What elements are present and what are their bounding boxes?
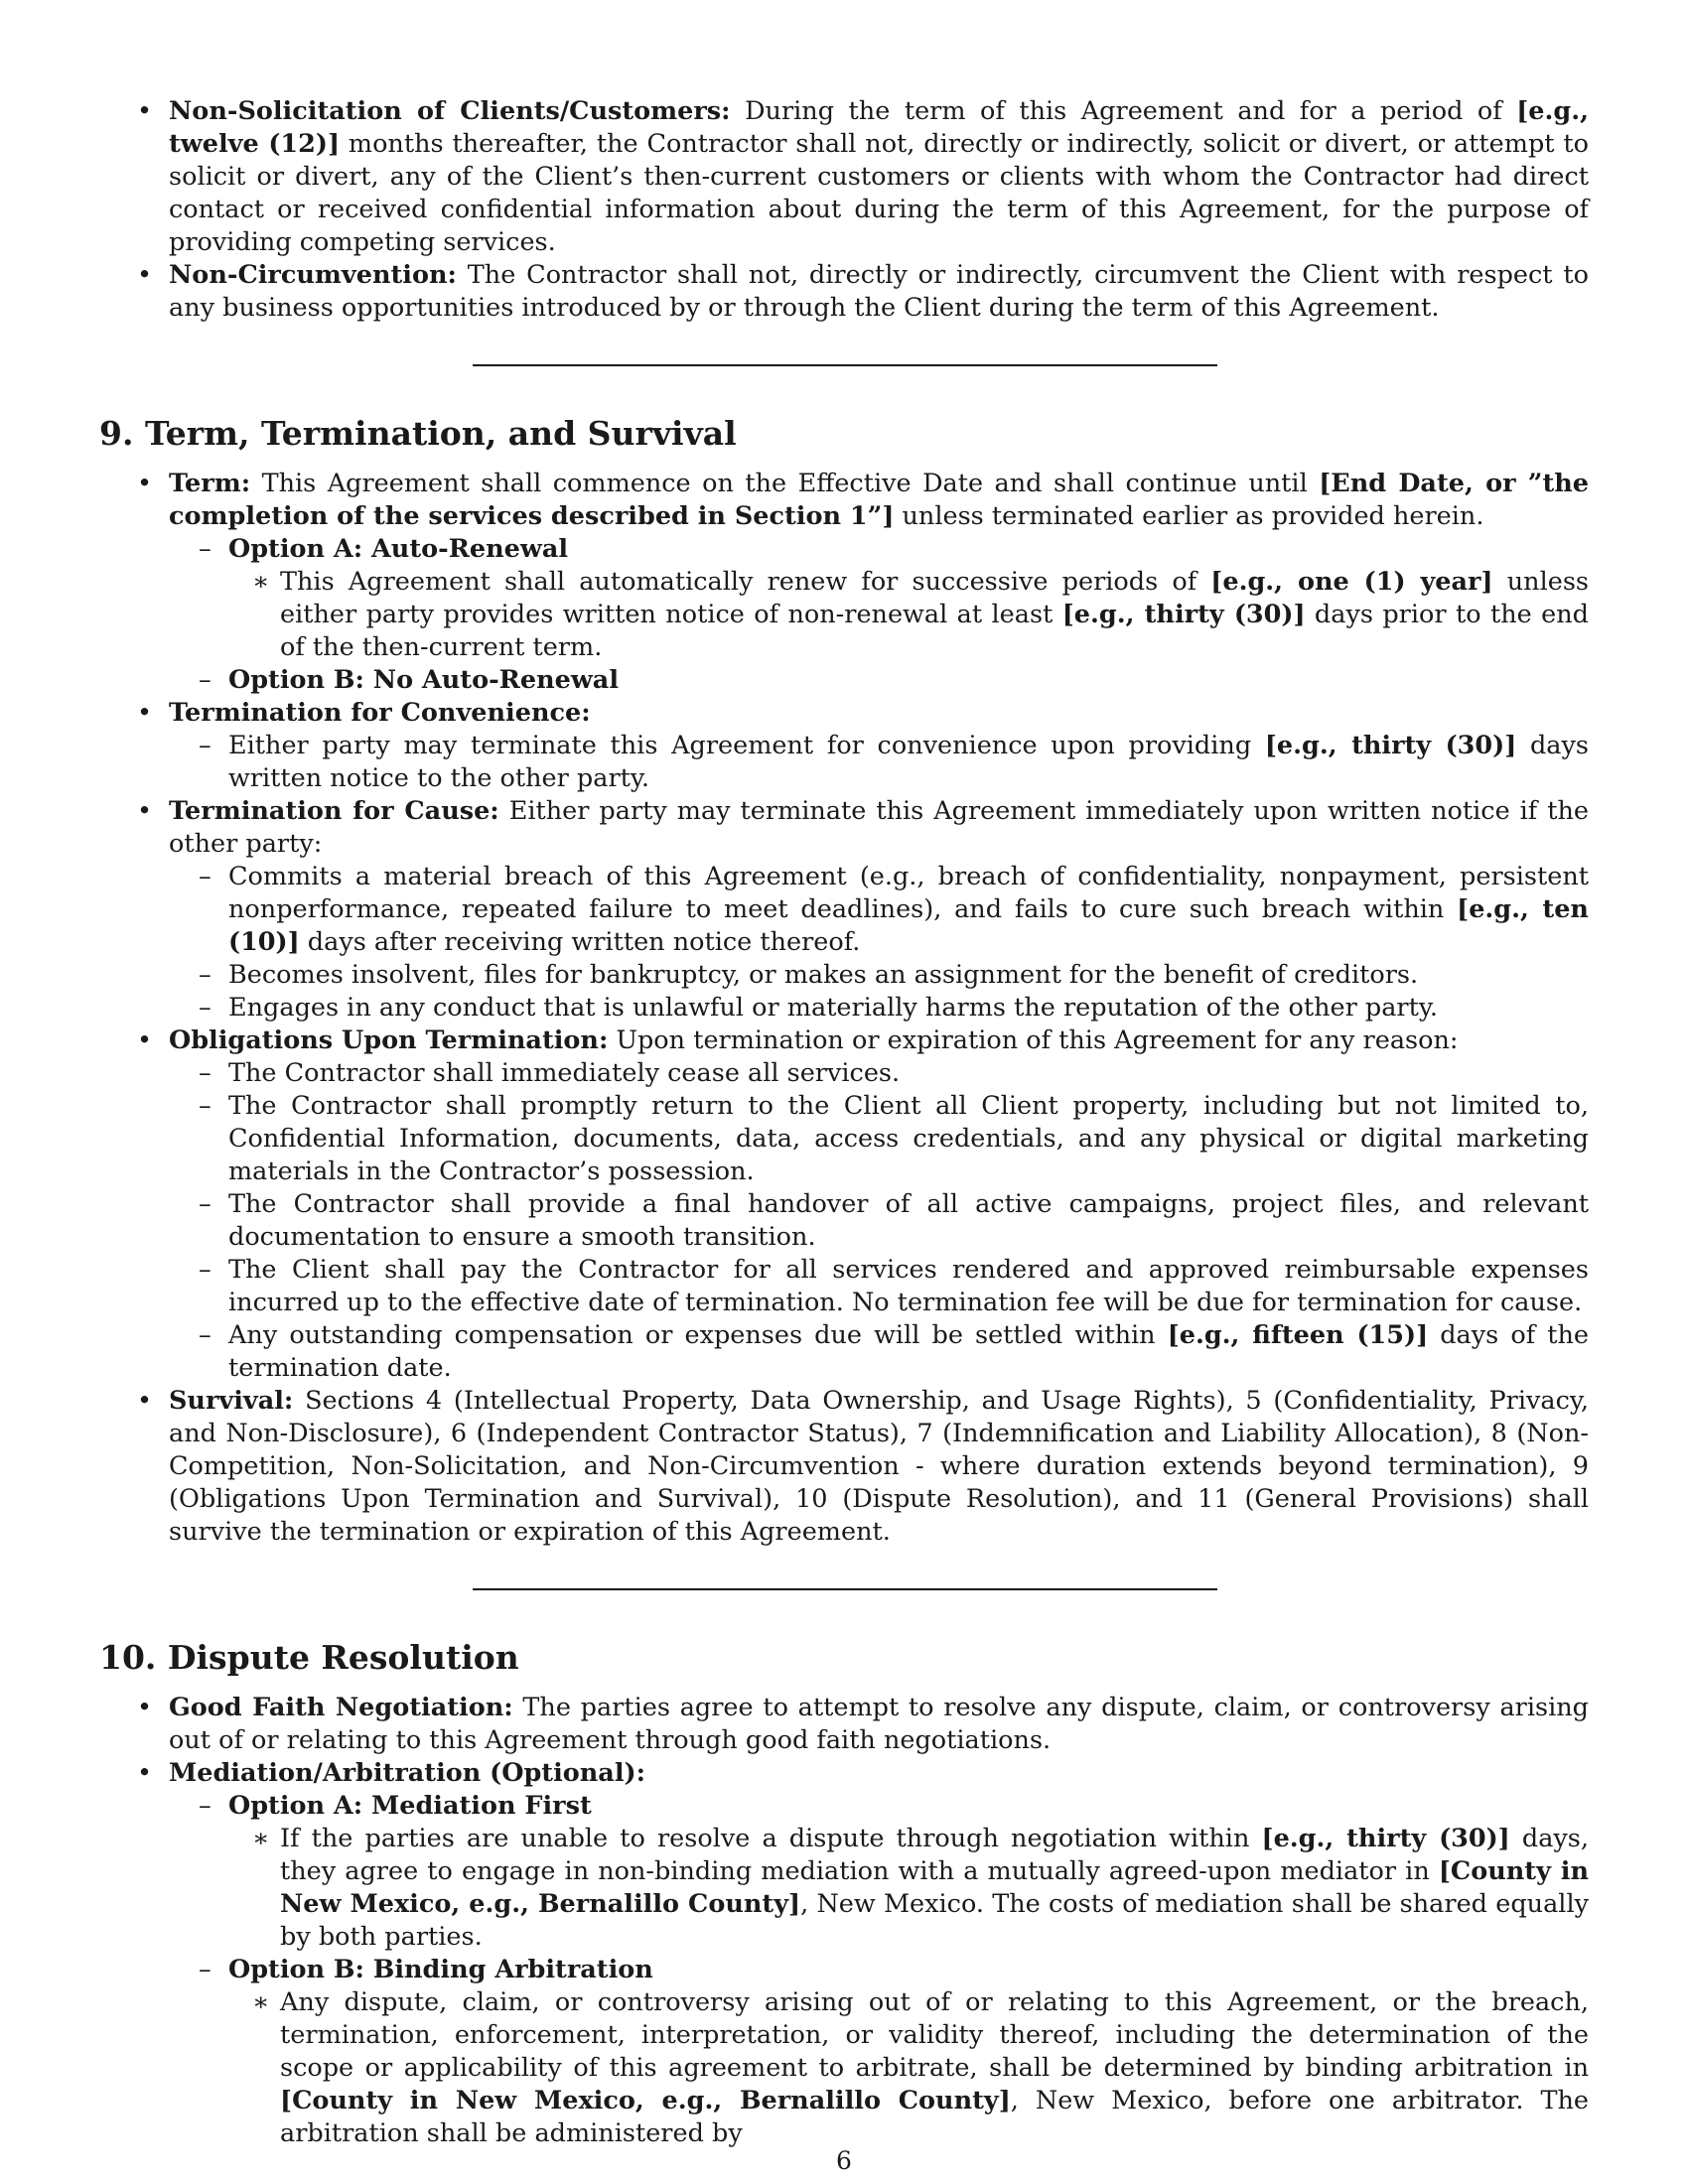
sub-item: – Option B: Binding Arbitration bbox=[199, 1955, 653, 1984]
bullet-marker: • bbox=[137, 1693, 153, 1722]
list-item: • Term: This Agreement shall commence on the Effective Date and shall continue until [End Date, or ”the completion of the services described in Section 1”] unless terminated earlier as provided herein. bbox=[137, 469, 1589, 531]
sub-item: – Option A: Auto-Renewal bbox=[199, 534, 569, 564]
page-number: 6 bbox=[836, 2146, 852, 2175]
asterisk-marker: ∗ bbox=[252, 1824, 270, 1853]
section-heading: 10. Dispute Resolution bbox=[99, 1638, 519, 1677]
dash-marker: – bbox=[199, 1955, 211, 1984]
item-label: Good Faith Negotiation: bbox=[169, 1693, 513, 1722]
bullet-marker: • bbox=[137, 796, 153, 826]
dash-marker: – bbox=[199, 993, 211, 1023]
sub-sub-item: ∗ If the parties are unable to resolve a dispute through negotiation within [e.g., thirty (30)] days, they agree to engage in non-binding mediation with a mutually agreed-upon mediator in [County in New Mexico, e.g., Bernalillo County], New Mexico. The costs of mediation shall be shared equally by both parties. bbox=[252, 1824, 1590, 1952]
sub-item: – The Contractor shall promptly return to the Client all Client property, including but not limited to, Confidential Information, documents, data, access credentials, and any physical or digital marketing materials in the Contractor’s possession. bbox=[199, 1091, 1589, 1186]
item-label: Term: bbox=[169, 469, 251, 498]
sub-item: – The Contractor shall provide a final handover of all active campaigns, project files, and relevant documentation to ensure a smooth transition. bbox=[199, 1189, 1589, 1252]
dash-marker: – bbox=[199, 1791, 211, 1821]
sub-sub-item: ∗ Any dispute, claim, or controversy arising out of or relating to this Agreement, or the breach, termination, enforcement, interpretation, or validity thereof, including the determination of the scope or applicability of this agreement to arbitrate, shall be determined by binding arbitration in [County in New Mexico, e.g., Bernalillo County], New Mexico, before one arbitrator. The arbitration shall be administered by bbox=[252, 1987, 1589, 2148]
list-item: • Termination for Cause: Either party may terminate this Agreement immediately upon written notice if the other party: bbox=[137, 796, 1589, 859]
bullet-marker: • bbox=[137, 1025, 153, 1055]
dash-marker: – bbox=[199, 1091, 211, 1121]
section-heading: 9. Term, Termination, and Survival bbox=[99, 414, 737, 453]
list-item: • Non-Solicitation of Clients/Customers: During the term of this Agreement and for a period of [e.g., twelve (12)] months thereafter, the Contractor shall not, directly or indirectly, solicit or divert, or attempt to solicit or divert, any of the Client’s then-current customers or clients with whom the Contractor had direct contact or received confidential information about during the term of this Agreement, for the purpose of providing competing services. bbox=[137, 96, 1589, 257]
bullet-marker: • bbox=[137, 1386, 153, 1416]
item-label: Survival: bbox=[169, 1386, 294, 1416]
sub-item: – The Contractor shall immediately cease all services. bbox=[199, 1058, 901, 1088]
bullet-marker: • bbox=[137, 698, 153, 728]
sub-item: – Either party may terminate this Agreement for convenience upon providing [e.g., thirty (30)] days written notice to the other party. bbox=[199, 731, 1590, 793]
section-divider bbox=[473, 1588, 1217, 1590]
item-label: Obligations Upon Termination: bbox=[169, 1025, 609, 1055]
sub-item: – Becomes insolvent, files for bankruptcy, or makes an assignment for the benefit of creditors. bbox=[199, 960, 1419, 990]
item-label: Termination for Cause: bbox=[169, 796, 499, 826]
item-label: Termination for Convenience: bbox=[169, 698, 591, 728]
list-item: • Obligations Upon Termination: Upon termination or expiration of this Agreement for any reason: bbox=[137, 1025, 1459, 1055]
sub-item: – Option A: Mediation First bbox=[199, 1791, 592, 1821]
dash-marker: – bbox=[199, 862, 211, 891]
sub-sub-item: ∗ This Agreement shall automatically renew for successive periods of [e.g., one (1) year] unless either party provides written notice of non-renewal at least [e.g., thirty (30)] days prior to the end of the then-current term. bbox=[252, 567, 1589, 662]
sub-item: – Commits a material breach of this Agreement (e.g., breach of confidentiality, nonpayment, persistent nonperformance, repeated failure to meet deadlines), and fails to cure such breach within [e.g., ten (10)] days after receiving written notice thereof. bbox=[199, 862, 1589, 957]
item-label: Non-Solicitation of Clients/Customers: bbox=[169, 96, 731, 126]
sub-item: – Option B: No Auto-Renewal bbox=[199, 665, 620, 695]
dash-marker: – bbox=[199, 1255, 211, 1285]
dash-marker: – bbox=[199, 731, 211, 760]
dash-marker: – bbox=[199, 665, 211, 695]
dash-marker: – bbox=[199, 960, 211, 990]
sub-item: – Engages in any conduct that is unlawful or materially harms the reputation of the other party. bbox=[199, 993, 1438, 1023]
list-item bbox=[137, 697, 1589, 730]
bullet-marker: • bbox=[137, 96, 153, 126]
bullet-marker: • bbox=[137, 469, 153, 498]
list-item: • Non-Circumvention: The Contractor shall not, directly or indirectly, circumvent the Client with respect to any business opportunities introduced by or through the Client during the term of this Agreement. bbox=[137, 260, 1589, 323]
item-label: Mediation/Arbitration (Optional): bbox=[169, 1758, 645, 1788]
list-item: • Good Faith Negotiation: The parties agree to attempt to resolve any dispute, claim, or controversy arising out of or relating to this Agreement through good faith negotiations. bbox=[137, 1693, 1589, 1755]
bullet-marker: • bbox=[137, 260, 153, 290]
sub-item: – Any outstanding compensation or expenses due will be settled within [e.g., fifteen (15)] days of the termination date. bbox=[199, 1320, 1590, 1383]
asterisk-marker: ∗ bbox=[252, 567, 270, 597]
dash-marker: – bbox=[199, 1189, 211, 1219]
list-item bbox=[137, 1757, 1589, 1790]
dash-marker: – bbox=[199, 1320, 211, 1350]
bullet-marker: • bbox=[137, 1758, 153, 1788]
list-item: • Survival: Sections 4 (Intellectual Property, Data Ownership, and Usage Rights), 5 (Confidentiality, Privacy, and Non-Disclosure), 6 (Independent Contractor Status), 7 (Indemnification and Liability Allocation), 8 (Non-Competition, Non-Solicitation, and Non-Circumvention - where duration extends beyond termination), 9 (Obligations Upon Termination and Survival), 10 (Dispute Resolution), and 11 (General Provisions) shall survive the termination or expiration of this Agreement. bbox=[137, 1386, 1589, 1547]
sub-item: – The Client shall pay the Contractor for all services rendered and approved reimbursable expenses incurred up to the effective date of termination. No termination fee will be due for termination for cause. bbox=[199, 1255, 1589, 1317]
document-page bbox=[99, 95, 1589, 2150]
dash-marker: – bbox=[199, 1058, 211, 1088]
item-label: Non-Circumvention: bbox=[169, 260, 457, 290]
section-divider bbox=[473, 364, 1217, 366]
asterisk-marker: ∗ bbox=[252, 1987, 270, 2017]
dash-marker: – bbox=[199, 534, 211, 564]
